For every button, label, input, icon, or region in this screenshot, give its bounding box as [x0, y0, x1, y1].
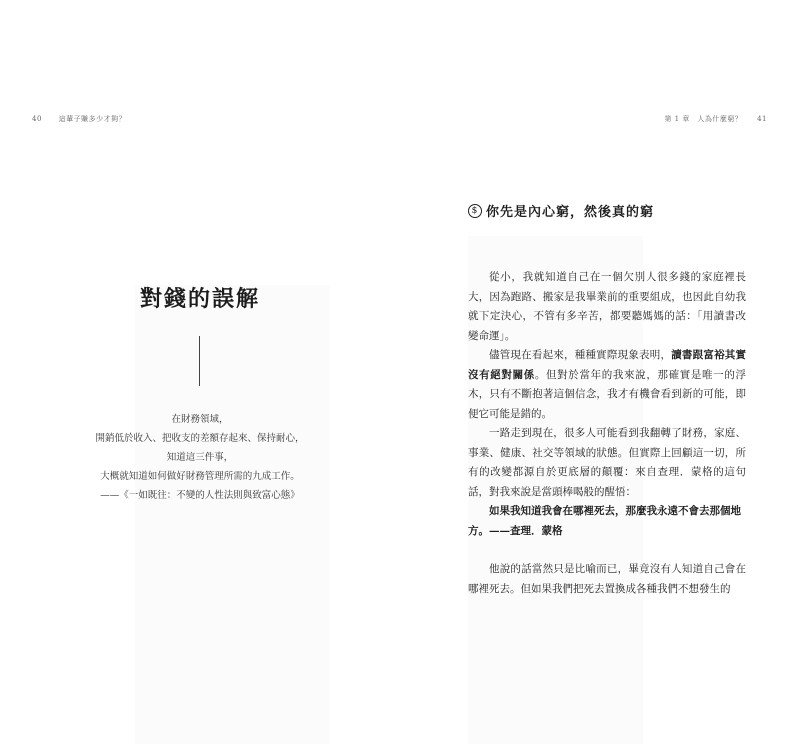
- paragraph: 一路走到現在，很多人可能看到我翻轉了財務，家庭、事業、健康、社交等領域的狀態。但實際上回顧這一切，所有的改變都源自於更底層的顛覆：來自查理．蒙格的這句話，對我來說是當頭棒喝般的醒悟：: [468, 427, 746, 498]
- section-heading: [468, 201, 654, 220]
- page-shading: [135, 285, 330, 744]
- epigraph: [60, 410, 340, 505]
- paragraph: 從小，我就知道自己在一個欠別人很多錢的家庭裡長大，因為跑路、搬家是我畢業前的重要組成，也因此自幼我就下定決心，不管有多辛苦，都要聽媽媽的話：「用讀書改變命運」。: [468, 271, 746, 342]
- epigraph-line: 開銷低於收入、把收支的差額存起來、保持耐心，: [95, 433, 305, 444]
- running-header-right: [664, 114, 767, 124]
- body-text: [468, 560, 746, 599]
- epigraph-line: 在財務領域，: [171, 414, 229, 425]
- chapter-title: 對錢的誤解: [139, 286, 260, 312]
- paragraph: 他說的話當然只是比喻而已，畢竟沒有人知道自己會在哪裡死去。但如果我們把死去置換成各種我們不想發生的: [468, 563, 746, 595]
- epigraph-line: 知道這三件事，: [166, 452, 234, 463]
- page-number-right: 41: [757, 115, 767, 123]
- running-head-left: 這輩子賺多少才夠？: [58, 115, 127, 123]
- block-quote: 如果我知道我會在哪裡死去，那麼我永遠不會去那個地方。——查理．蒙格: [468, 505, 741, 537]
- paragraph-text: 儘管現在看起來，種種實際現象表明，: [489, 349, 672, 361]
- epigraph-source: ——《一如既往：不變的人性法則與致富心態》: [100, 490, 300, 501]
- body-text: [468, 268, 746, 502]
- epigraph-line: 大概就知道如何做好財務管理所需的九成工作。: [100, 471, 300, 482]
- paragraph-text: 。但對於當年的我來說，那確實是唯一的浮木，只有不斷抱著這個信念，我才有機會看到新的可能，即便它可能是錯的。: [468, 368, 746, 420]
- section-title: 你先是內心窮，然後真的窮: [486, 205, 655, 220]
- dollar-icon: $: [468, 204, 482, 218]
- page-number-left: 40: [32, 115, 42, 123]
- paragraph: [468, 346, 746, 424]
- bold-text: 讀書跟富裕其實沒有絕對關係: [468, 349, 747, 381]
- running-header-left: [32, 114, 126, 124]
- divider-line: [199, 336, 200, 386]
- running-head-right: 第 1 章 人為什麼窮？: [664, 115, 743, 123]
